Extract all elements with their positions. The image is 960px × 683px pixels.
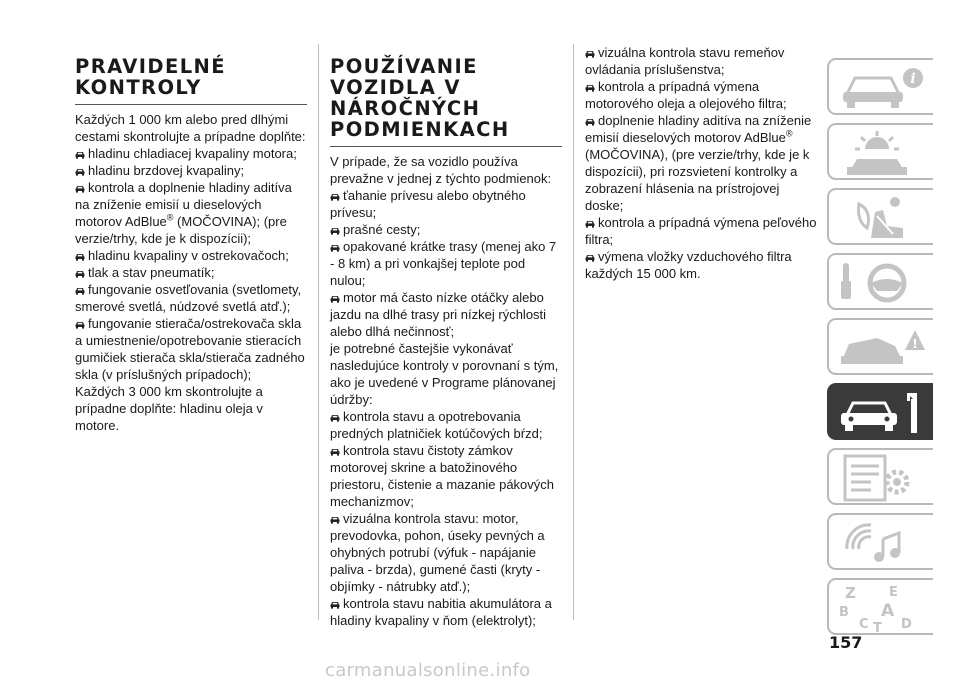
svg-text:C: C bbox=[859, 617, 869, 632]
car-bullet-icon bbox=[330, 514, 340, 524]
svg-text:!: ! bbox=[912, 337, 918, 351]
heading-line: PRAVIDELNÉ bbox=[75, 55, 226, 78]
car-bullet-icon bbox=[330, 242, 340, 252]
chapter-tabs bbox=[827, 58, 933, 643]
list-item: vizuálna kontrola stavu remeňov ovládania príslušenstva; bbox=[585, 45, 785, 77]
svg-text:A: A bbox=[881, 601, 895, 621]
car-warning-icon bbox=[837, 324, 929, 372]
tab-safety[interactable] bbox=[827, 188, 933, 245]
registered-mark: ® bbox=[785, 128, 793, 139]
tab-technical-data[interactable] bbox=[827, 448, 933, 505]
svg-text:i: i bbox=[910, 71, 916, 87]
car-bullet-icon bbox=[330, 412, 340, 422]
registered-mark: ® bbox=[166, 212, 174, 223]
list-item: kontrola a prípadná výmena motorového oleja a olejového filtra; bbox=[585, 79, 787, 111]
car-bullet-icon bbox=[585, 252, 595, 262]
car-wrench-icon bbox=[837, 389, 929, 437]
key-steering-wheel-icon bbox=[837, 259, 929, 307]
tab-maintenance-care[interactable] bbox=[827, 383, 933, 440]
car-bullet-icon bbox=[330, 293, 340, 303]
column-demanding-conditions bbox=[330, 44, 562, 629]
list-item: hladinu chladiacej kvapaliny motora; bbox=[75, 145, 307, 162]
tab-index[interactable] bbox=[827, 578, 933, 635]
svg-text:B: B bbox=[839, 605, 849, 620]
heading-line: POUŽÍVANIE bbox=[330, 55, 478, 78]
list-item: kontrola stavu nabitia akumulátora a hladiny kvapaliny v ňom (elektrolyt); bbox=[330, 596, 552, 628]
tab-dashboard-lights[interactable] bbox=[827, 123, 933, 180]
car-bullet-icon bbox=[585, 116, 595, 126]
intro-paragraph: V prípade, že sa vozidlo používa prevažne v jednej z týchto podmienok: bbox=[330, 154, 552, 186]
list-item: vizuálna kontrola stavu: motor, prevodovka, pohon, úseky pevných a ohybných potrubí (výfuk - napájanie paliva - brzda), gumené časti (kryty - objímky - nátrubky atď.); bbox=[330, 511, 545, 594]
list-item-adblue: kontrola a doplnenie hladiny aditíva na zníženie emisií u dieselových motorov AdBlue® (MOČOVINA); (pre verzie/trhy, kde je k dispozícii); bbox=[75, 180, 292, 246]
dashboard-lights-icon bbox=[837, 129, 929, 177]
list-item: ťahanie prívesu alebo obytného prívesu; bbox=[330, 188, 526, 220]
car-info-icon bbox=[837, 64, 929, 112]
tab-starting-driving[interactable] bbox=[827, 253, 933, 310]
list-item-adblue: doplnenie hladiny aditíva na zníženie emisií dieselových motorov AdBlue® (MOČOVINA), (pre verzie/trhy, kde je k dispozícii), pri rozsvietení kontrolky a zobrazení hlásenia na prístrojovej doske; bbox=[585, 113, 812, 213]
car-bullet-icon bbox=[75, 183, 85, 193]
car-bullet-icon bbox=[75, 285, 85, 295]
tab-knowing-the-car[interactable] bbox=[827, 58, 933, 115]
car-bullet-icon bbox=[330, 446, 340, 456]
column-divider bbox=[318, 44, 319, 620]
list-item: kontrola a prípadná výmena peľového filtra; bbox=[585, 215, 817, 247]
car-bullet-icon bbox=[75, 251, 85, 261]
multimedia-icon bbox=[837, 519, 929, 567]
tab-multimedia[interactable] bbox=[827, 513, 933, 570]
car-bullet-icon bbox=[75, 149, 85, 159]
list-item: fungovanie osvetľovania (svetlomety, smerové svetlá, núdzové svetlá atď.); bbox=[75, 282, 302, 314]
car-bullet-icon bbox=[585, 48, 595, 58]
seat-airbag-icon bbox=[837, 194, 929, 242]
list-item: tlak a stav pneumatík; bbox=[75, 264, 307, 281]
list-item: kontrola stavu a opotrebovania predných platničiek kotúčových bŕzd; bbox=[330, 409, 543, 441]
svg-text:T: T bbox=[873, 621, 882, 632]
watermark: carmanualsonline.info bbox=[325, 660, 531, 681]
column-regular-checks bbox=[75, 44, 307, 434]
car-bullet-icon bbox=[75, 319, 85, 329]
heading-line: PODMIENKACH bbox=[330, 118, 510, 141]
list-item: kontrola stavu čistoty zámkov motorovej skrine a batožinového priestoru, čistenie a mazanie pákových mechanizmov; bbox=[330, 443, 555, 509]
heading-line: NÁROČNÝCH bbox=[330, 97, 481, 120]
heading-line: VOZIDLA V bbox=[330, 76, 461, 99]
list-item: hladinu brzdovej kvapaliny; bbox=[75, 162, 307, 179]
list-item: motor má často nízke otáčky alebo jazdu na dlhé trasy pri nízkej rýchlosti alebo dlhá nečinnosť; bbox=[330, 290, 547, 339]
svg-text:Z: Z bbox=[845, 584, 856, 602]
column-continued-checks bbox=[585, 44, 817, 282]
car-bullet-icon bbox=[75, 166, 85, 176]
car-bullet-icon bbox=[330, 599, 340, 609]
outro-paragraph: Každých 3 000 km skontrolujte a prípadne doplňte: hladinu oleja v motore. bbox=[75, 384, 263, 433]
list-item: hladinu kvapaliny v ostrekovačoch; bbox=[75, 247, 307, 264]
car-bullet-icon bbox=[585, 218, 595, 228]
intro-paragraph: Každých 1 000 km alebo pred dlhými cestami skontrolujte a prípadne doplňte: bbox=[75, 112, 306, 144]
page-number: 157 bbox=[829, 633, 863, 652]
car-bullet-icon bbox=[330, 225, 340, 235]
svg-text:D: D bbox=[901, 617, 912, 632]
column-divider bbox=[573, 44, 574, 620]
section-heading-regular-checks bbox=[75, 56, 307, 105]
spec-sheet-gear-icon bbox=[837, 454, 929, 502]
list-item: prašné cesty; bbox=[330, 221, 562, 238]
list-item: opakované krátke trasy (menej ako 7 - 8 km) a pri vonkajšej teplote pod nulou; bbox=[330, 239, 557, 288]
car-bullet-icon bbox=[330, 191, 340, 201]
middle-paragraph: je potrebné častejšie vykonávať nasledujúce kontroly v porovnaní s tým, ako je uvedené v Programe plánovanej údržby: bbox=[330, 341, 559, 407]
car-bullet-icon bbox=[75, 268, 85, 278]
svg-text:E: E bbox=[889, 585, 898, 600]
heading-line: KONTROLY bbox=[75, 76, 202, 99]
list-item: fungovanie stierača/ostrekovača skla a umiestnenie/opotrebovanie stieracích gumičiek stierača skla/stierača zadného skla (v príslušných prípadoch); bbox=[75, 316, 305, 382]
section-heading-demanding-conditions bbox=[330, 56, 562, 147]
tab-emergency[interactable] bbox=[827, 318, 933, 375]
car-bullet-icon bbox=[585, 82, 595, 92]
list-item: výmena vložky vzduchového filtra každých 15 000 km. bbox=[585, 249, 792, 281]
alphabet-index-icon bbox=[837, 584, 929, 632]
